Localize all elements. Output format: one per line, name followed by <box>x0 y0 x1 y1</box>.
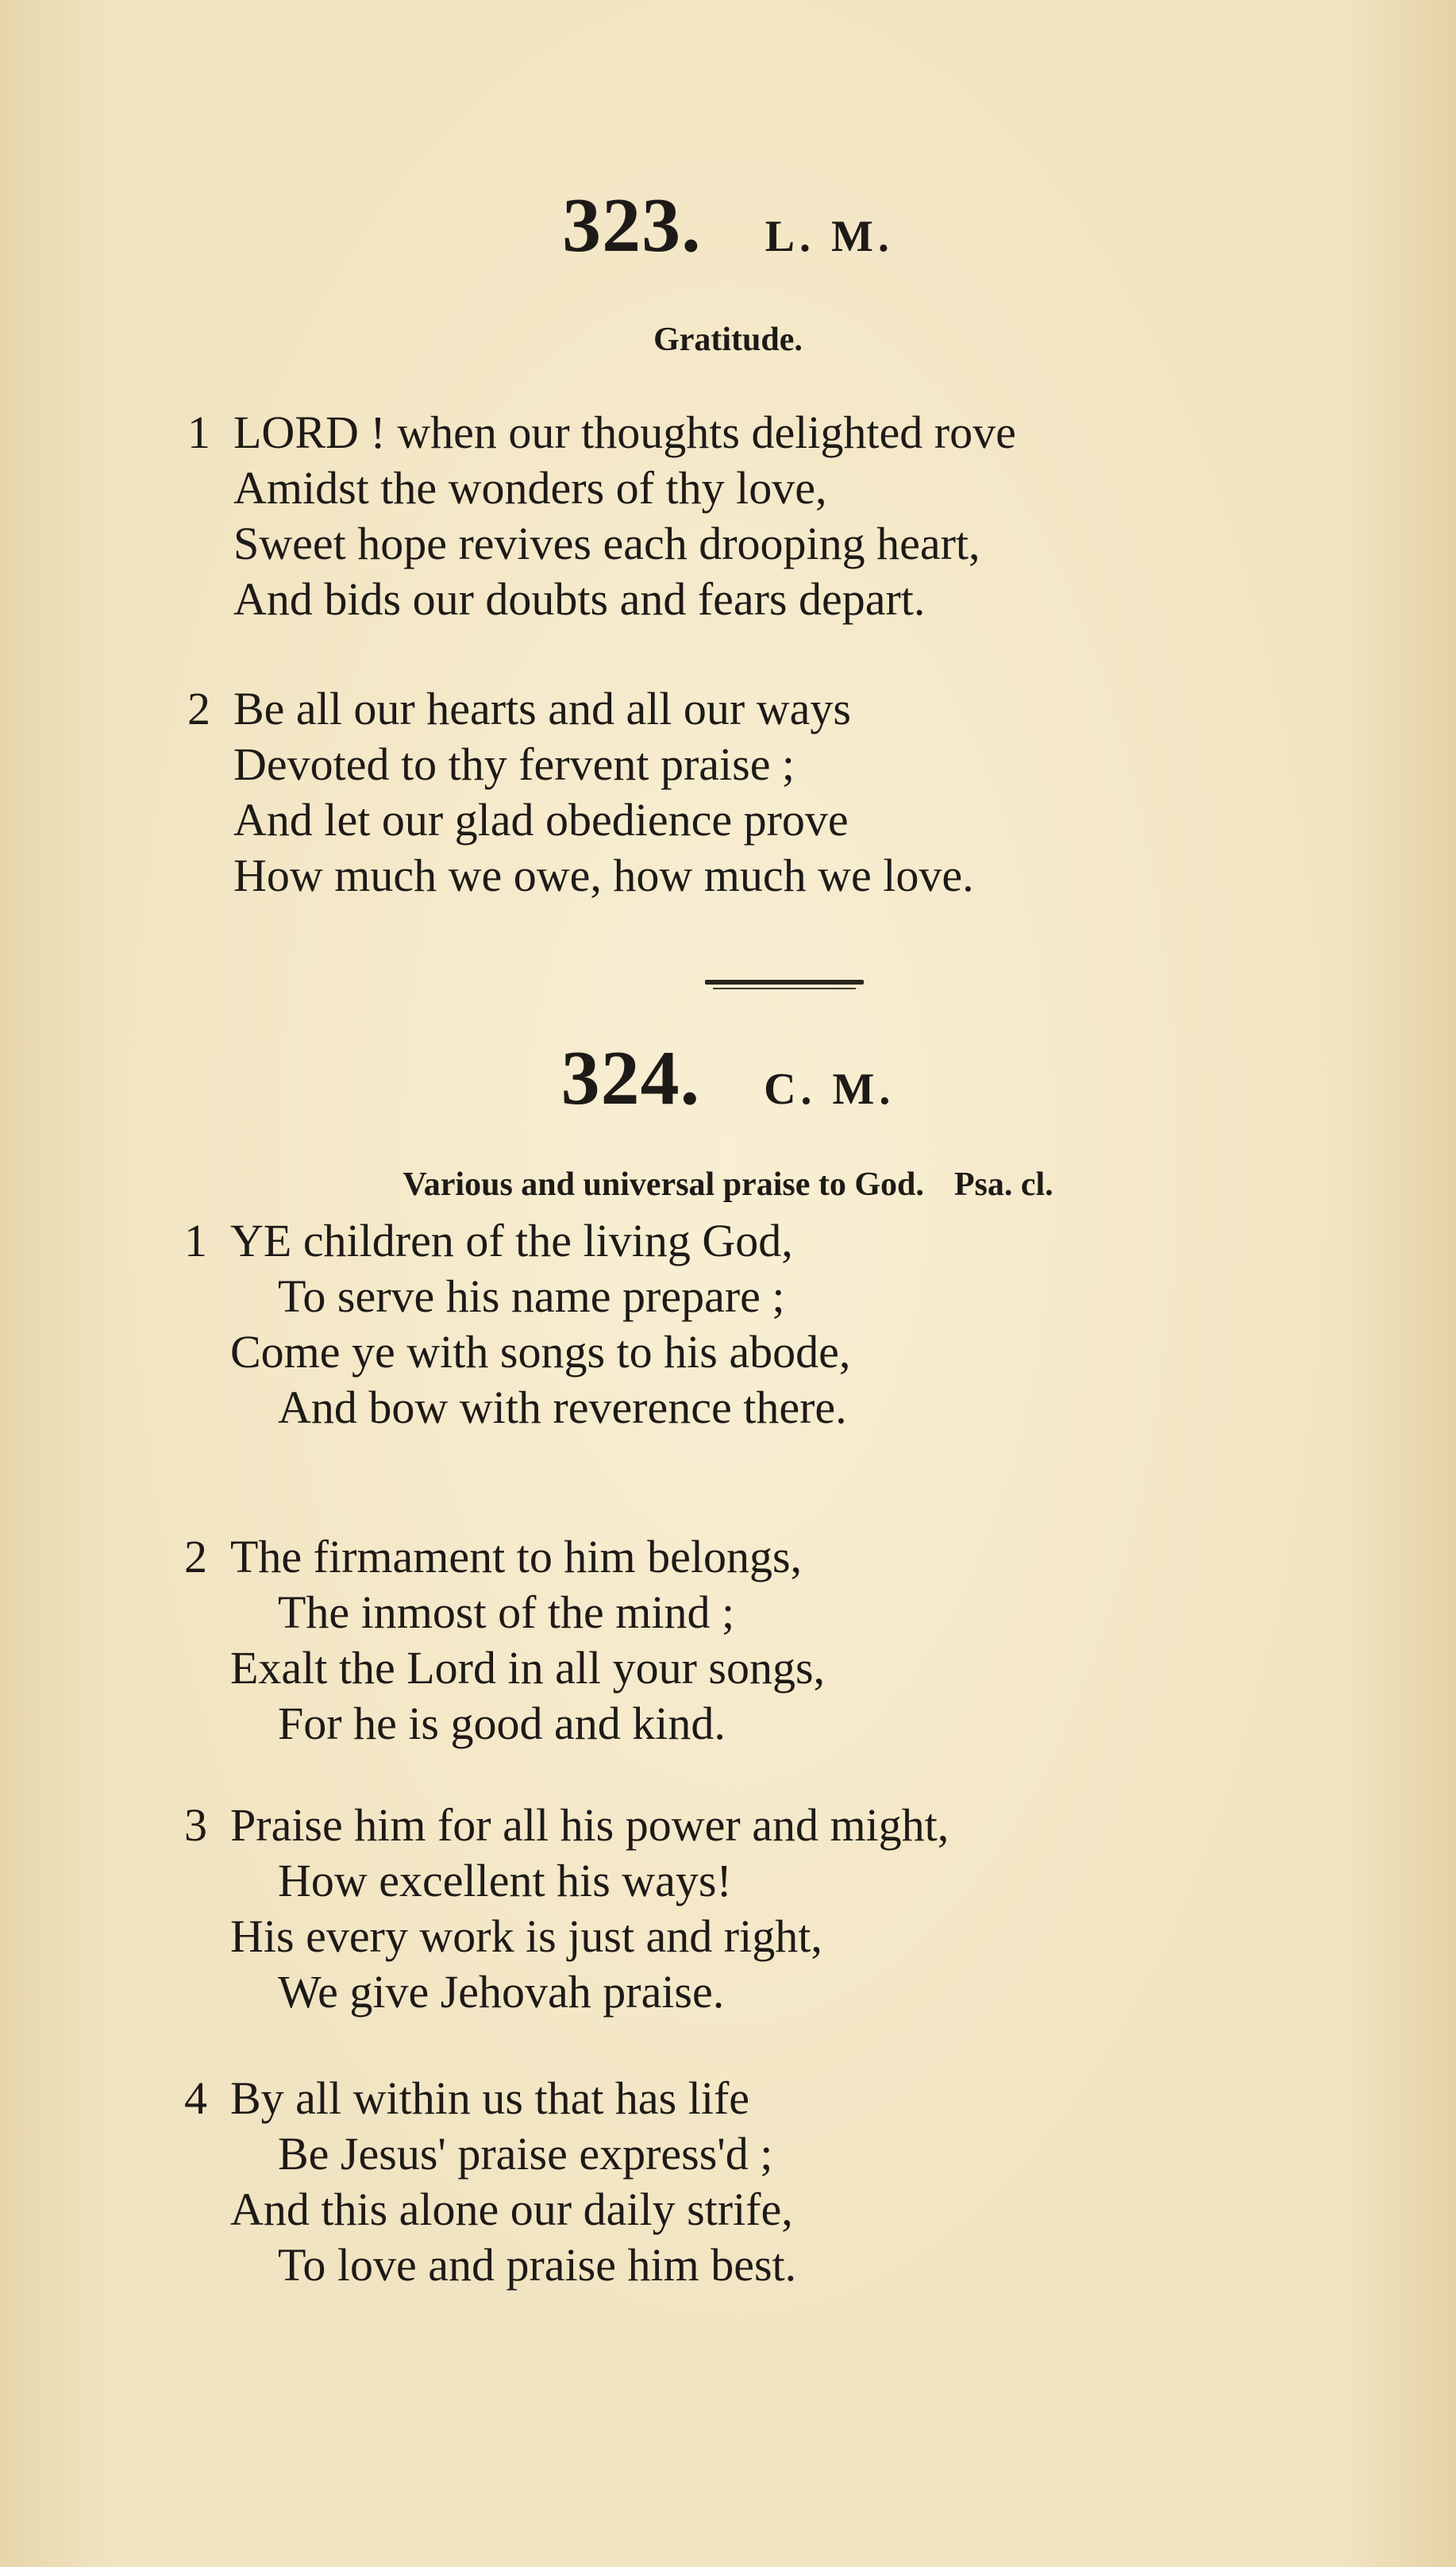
verse-line: Devoted to thy fervent praise ; <box>233 738 795 790</box>
stanza-number: 4 <box>184 2072 207 2124</box>
verse-line: 2 The firmament to him belongs, <box>184 1529 825 1585</box>
verse-line: His every work is just and right, <box>230 1910 822 1962</box>
hymn-324-number: 324. <box>560 1035 701 1121</box>
hymn-323-subject: Gratitude. <box>653 322 803 358</box>
verse-line: 4 By all within us that has life <box>184 2071 796 2126</box>
stanza-number: 2 <box>184 1531 207 1582</box>
section-divider <box>705 980 864 985</box>
hymn-324-stanza-2 <box>184 1529 825 1752</box>
hymn-324-stanza-1 <box>184 1213 850 1436</box>
verse-line: To love and praise him best. <box>278 2239 797 2291</box>
stanza-number: 3 <box>184 1799 207 1851</box>
hymn-324-reference: Psa. cl. <box>953 1166 1053 1203</box>
verse-line: The inmost of the mind ; <box>278 1586 735 1638</box>
verse-line: And bids our doubts and fears depart. <box>233 573 926 625</box>
verse-line: Exalt the Lord in all your songs, <box>230 1642 826 1694</box>
verse-line: Come ye with songs to his abode, <box>230 1326 851 1378</box>
verse-line: How much we owe, how much we love. <box>233 850 974 901</box>
verse-line: Be Jesus' praise express'd ; <box>278 2128 773 2180</box>
verse-line: 1 YE children of the living God, <box>184 1213 850 1269</box>
verse-line: And let our glad obedience prove <box>233 794 849 846</box>
verse-line: We give Jehovah praise. <box>278 1966 725 2018</box>
verse-line: And bow with reverence there. <box>278 1382 847 1433</box>
hymn-323-stanza-2 <box>187 681 974 904</box>
verse-line: 2 Be all our hearts and all our ways <box>187 681 974 737</box>
hymn-323-meter: L. M. <box>765 212 894 261</box>
hymn-324-meter: C. M. <box>764 1065 896 1114</box>
hymn-323-number: 323. <box>562 183 702 268</box>
verse-line: 1 LORD ! when our thoughts delighted rove <box>187 405 1016 461</box>
stanza-number: 1 <box>184 1215 207 1266</box>
hymn-324-subject: Various and universal praise to God. <box>403 1166 924 1203</box>
stanza-number: 2 <box>187 683 210 734</box>
verse-line: Sweet hope revives each drooping heart, <box>233 518 980 569</box>
verse-line: 3 Praise him for all his power and might, <box>184 1798 949 1853</box>
hymn-324-subtitle <box>0 1166 1456 1204</box>
hymn-323-heading <box>0 181 1456 270</box>
hymn-324-stanza-4 <box>184 2071 796 2293</box>
verse-line: How excellent his ways! <box>278 1855 732 1906</box>
hymn-323-stanza-1 <box>187 405 1016 627</box>
stanza-number: 1 <box>187 407 210 458</box>
verse-line: Amidst the wonders of thy love, <box>233 462 827 514</box>
hymn-324-heading <box>0 1034 1456 1123</box>
verse-line: And this alone our daily strife, <box>230 2183 793 2235</box>
hymn-324-stanza-3 <box>184 1798 949 2020</box>
verse-line: For he is good and kind. <box>278 1698 726 1749</box>
verse-line: To serve his name prepare ; <box>278 1270 785 1322</box>
